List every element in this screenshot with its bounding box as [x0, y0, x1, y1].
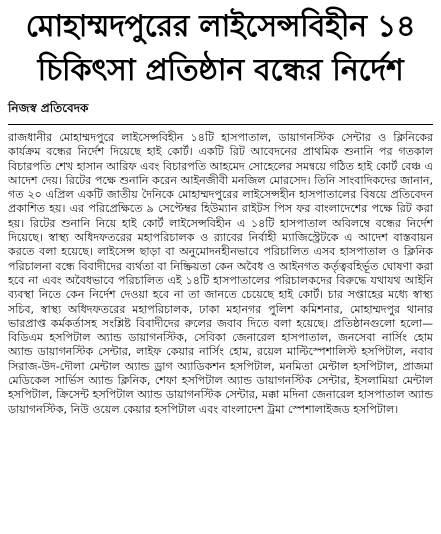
byline: নিজস্ব প্রতিবেদক	[8, 101, 89, 115]
article-body: রাজধানীর মোহাম্মদপুরে লাইসেন্সবিহীন ১৪টি হাসপাতাল, ডায়াগনস্টিক সেন্টার ও ক্লিনিকের কার্যক্রম বন্ধের নির্দেশ দিয়েছে হাই কোর্ট। একটি রিট আবেদনের প্রাথমিক শুনানি পর গতকাল বিচারপতি শেখ হাসান আরিফ এবং বিচারপতি আহমেদ সোহেলের সমন্বয়ে গঠিত হাই কোর্ট বেঞ্চ এ আদেশ দেয়। রিটের পক্ষে শুনানি করেন আইনজীবী মনজিল মোরসেদ। তিনি সাংবাদিকদের জানান, গত ২০ এপ্রিল একটি জাতীয় দৈনিকে মোহাম্মদপুরের লাইসেন্সহীন হাসপাতালের বিষয়ে প্রতিবেদন প্রকাশিত হয়। এর পরিপ্রেক্ষিতে ৯ সেপ্টেম্বর হিউম্যান রাইটস পিস ফর বাংলাদেশের পক্ষে রিট করা হয়। রিটের শুনানি নিয়ে হাই কোর্ট লাইসেন্সবিহীন এ ১৪টি হাসপাতাল অবিলম্বে বন্ধের নির্দেশ দিয়েছে। স্বাস্থ্য অধিদফতরের মহাপরিচালক ও র‍্যাবের নির্বাহী ম্যাজিস্ট্রেটকে এ আদেশ বাস্তবায়ন করতে বলা হয়েছে। লাইসেন্স ছাড়া বা অনুমোদনহীনভাবে পরিচালিত এসব হাসপাতাল ও ক্লিনিক পরিচালনা বন্ধে বিবাদীদের ব্যর্থতা বা নিষ্ক্রিয়তা কেন অবৈধ ও আইনগত কর্তৃত্ববহির্ভূত ঘোষণা করা হবে না এবং অবৈধভাবে পরিচালিত এই ১৪টি হাসপাতালের পরিচালকদের বিরুদ্ধে যথাযথ আইনি ব্যবস্থা নিতে কেন নির্দেশ দেওয়া হবে না তা জানতে চেয়েছে হাই কোর্ট। চার সপ্তাহের মধ্যে স্বাস্থ্য সচিব, স্বাস্থ্য অধিদফতরের মহাপরিচালক, ঢাকা মহানগর পুলিশ কমিশনার, মোহাম্মদপুর থানার ভারপ্রাপ্ত কর্মকর্তাসহ সংশ্লিষ্ট বিবাদীদের রুলের জবাব দিতে বলা হয়েছে। প্রতিষ্ঠানগুলো হলো— বিডিএম হসপিটাল অ্যান্ড ডায়াগনস্টিক, সেবিকা জেনারেল হাসপাতাল, জনসেবা নার্সিং হোম অ্যান্ড ডায়াগনস্টিক সেন্টার, লাইফ কেয়ার নার্সিং হোম, রয়েল মাল্টিস্পেশালিস্ট হসপিটাল, নবাব সিরাজ-উদ-দৌলা মেন্টাল অ্যান্ড ড্রাগ অ্যাডিকশন হসপিটাল, মনমিতা মেন্টাল হসপিটাল, প্রাজমা মেডিকেল সার্ভিস অ্যান্ড ক্লিনিক, শেফা হসপিটাল অ্যান্ড ডায়াগনস্টিক সেন্টার, ইসলামিয়া মেন্টাল হসপিটাল, ক্রিসেন্ট হসপিটাল অ্যান্ড ডায়াগনস্টিক সেন্টার, মক্কা মদিনা জেনারেল হাসপাতাল অ্যান্ড ডায়াগনস্টিক, নিউ ওয়েল কেয়ার হসপিটাল এবং বাংলাদেশ ট্রমা স্পেশালাইজড হসপিটাল।	[8, 131, 433, 416]
byline-divider	[8, 124, 433, 125]
headline-line-1: মোহাম্মদপুরের লাইসেন্সবিহীন ১৪	[25, 9, 416, 44]
headline-line-2: চিকিৎসা প্রতিষ্ঠান বন্ধের নির্দেশ	[37, 53, 404, 88]
